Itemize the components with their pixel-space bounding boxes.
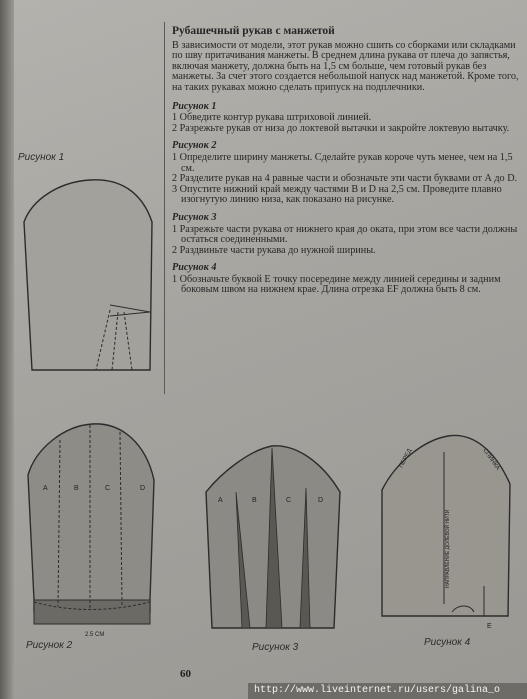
article-intro: В зависимости от модели, этот рукав можно сшить со сборками или складками по шву притачивания манжеты. В среднем длина рукава от плеча до запястья, включая манжету, должна быть на 1,5 см больше, чем готовый рукав без манжеты. За счет этого создается небольшой напуск над манжетой. Кроме того, на таких рукавах можно сделать припуск на подплечники.	[172, 39, 519, 93]
figure-1-sleeve	[24, 180, 152, 370]
fig2-letter-b: B	[74, 485, 79, 492]
fig2-letter-a: A	[43, 485, 48, 492]
figure-4-caption: Рисунок 4	[424, 637, 471, 648]
page-number: 60	[180, 668, 191, 680]
figure-1-caption: Рисунок 1	[18, 152, 65, 163]
fig4-front-label: ПЕРЕД	[398, 448, 414, 469]
step-item: 2 Разрежьте рукав от низа до локтевой вытачки и закройте локтевую вытачку.	[172, 122, 510, 134]
fig2-letter-d: D	[140, 485, 146, 492]
fig3-letter-a: A	[218, 497, 223, 504]
step-item: 1 Определите ширину манжеты. Сделайте рукав короче чуть менее, чем на 1,5 см.	[172, 151, 513, 174]
figure-2-sleeve	[28, 424, 154, 624]
section-heading-fig4: Рисунок 4	[172, 262, 217, 274]
fig2-lowered-hem-band	[34, 600, 150, 624]
fig4-point-label: E	[487, 623, 492, 630]
column-divider	[164, 22, 165, 394]
step-item: 2 Разделите рукав на 4 равные части и обозначьте эти части буквами от А до D.	[172, 173, 518, 185]
step-item: 3 Опустите нижний край между частями В и D на 2,5 см. Проведите плавно изогнутую линию низа, как показано на рисунке.	[172, 183, 502, 206]
fig4-grain-label: НАПРАВЛЕНИЕ ДОЛЕВОЙ НИТИ	[445, 509, 451, 588]
fig3-letter-d: D	[318, 497, 324, 504]
figure-2-caption: Рисунок 2	[26, 640, 73, 651]
figure-3-spread-sleeve	[206, 446, 340, 628]
fig4-back-label: СПИНКА	[481, 447, 501, 472]
step-item: 1 Обозначьте буквой Е точку посередине между линией середины и задним боковым швом на нижнем крае. Длина отрезка ЕF должна быть 8 см.	[172, 273, 501, 296]
fig2-sleeve-outline	[28, 424, 154, 612]
fig2-measure-label: 2.5 CM	[85, 632, 105, 638]
article-title: Рубашечный рукав с манжетой	[172, 25, 335, 37]
fig2-letter-c: C	[105, 485, 111, 492]
step-item: 2 Раздвиньте части рукава до нужной ширины.	[172, 244, 376, 256]
fig3-letter-c: C	[286, 497, 292, 504]
fig1-sleeve-outline	[24, 180, 152, 370]
step-item: 1 Разрежьте части рукава от нижнего края до оката, при этом все части должны остаться соединенными.	[172, 223, 518, 246]
fig3-letter-b: B	[252, 497, 257, 504]
section-heading-fig1: Рисунок 1	[172, 100, 217, 112]
section-heading-fig3: Рисунок 3	[172, 211, 217, 223]
article-text	[172, 26, 522, 296]
section-heading-fig2: Рисунок 2	[172, 140, 217, 152]
figure-3-caption: Рисунок 3	[252, 642, 299, 653]
watermark-url: http://www.liveinternet.ru/users/galina_o	[248, 683, 527, 699]
step-item: 1 Обведите контур рукава штриховой линией.	[172, 112, 372, 124]
